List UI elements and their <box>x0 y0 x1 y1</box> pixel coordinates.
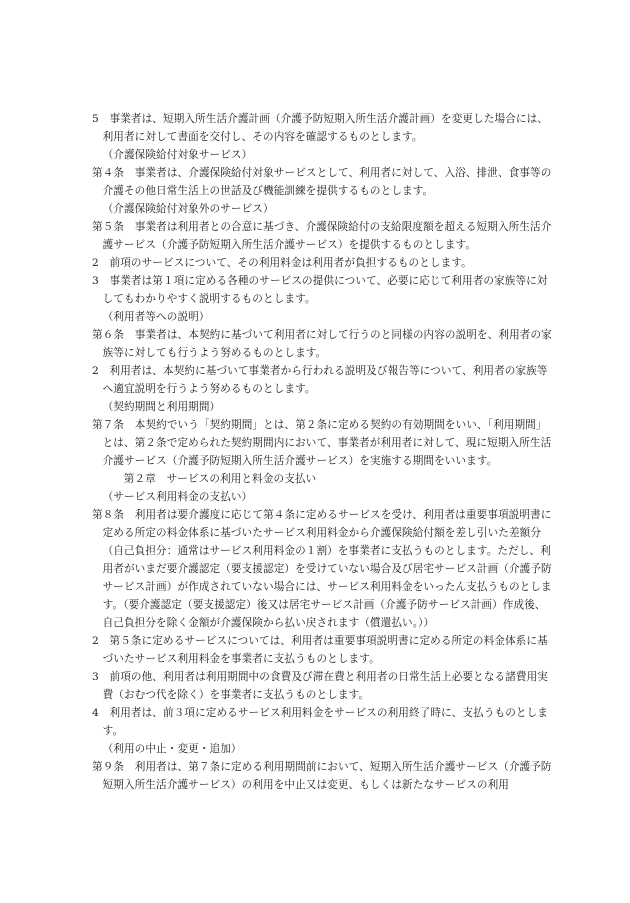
article-paragraph: 第８条 利用者は要介護度に応じて第４条に定めるサービスを受け、利用者は重要事項説明書に定める所定の料金体系に基づいたサービス利用料金から介護保険給付額を差し引いた差額分（自己負担分：通常はサービス利用料金の１割）を事業者に支払うものとします。ただし、利用者がいまだ要介護認定（要支援認定）を受けていない場合及び居宅サービス計画（介護予防サービス計画）が作成されていない場合には、サービス利用料金をいったん支払うものとします。（要介護認定（要支援認定）後又は居宅サービス計画（介護予防サービス計画）作成後、自己負担分を除く金額が介護保険から払い戻されます（償還払い。）） <box>92 509 552 629</box>
document-body <box>92 110 554 794</box>
article-paragraph: 第５条 事業者は利用者との合意に基づき、介護保険給付の支給限度額を超える短期入所生活介護サービス（介護予防短期入所生活介護サービス）を提供するものとします。 <box>92 221 552 251</box>
article-caption: （利用者等への説明） <box>102 311 210 323</box>
clause-paragraph: 3 事業者は第１項に定める各種のサービスの提供について、必要に応じて利用者の家族等に対してもわかりやすく説明するものとします。 <box>92 275 548 305</box>
article-caption: （介護保険給付対象外のサービス） <box>102 203 274 215</box>
clause-paragraph: 2 利用者は、本契約に基づいて事業者から行われる説明及び報告等について、利用者の家族等へ適宜説明を行うよう努めるものとします。 <box>92 365 548 395</box>
clause-paragraph: 2 第５条に定めるサービスについては、利用者は重要事項説明書に定める所定の料金体系に基づいたサービス利用料金を事業者に支払うものとします。 <box>92 635 548 665</box>
article-paragraph: 第９条 利用者は、第７条に定める利用期間前において、短期入所生活介護サービス（介護予防短期入所生活介護サービス）の利用を中止又は変更、もしくは新たなサービスの利用 <box>92 761 552 791</box>
clause-paragraph: 5 事業者は、短期入所生活介護計画（介護予防短期入所生活介護計画）を変更した場合には、利用者に対して書面を交付し、その内容を確認するものとします。 <box>92 113 548 143</box>
article-caption: （契約期間と利用期間） <box>102 401 221 413</box>
article-paragraph: 第４条 事業者は、介護保険給付対象サービスとして、利用者に対して、入浴、排泄、食事等の介護その他日常生活上の世話及び機能訓練を提供するものとします。 <box>92 167 552 197</box>
article-caption: （利用の中止・変更・追加） <box>102 743 242 755</box>
clause-paragraph: 3 前項の他、利用者は利用期間中の食費及び滞在費と利用者の日常生活上必要となる諸費用実費（おむつ代を除く）を事業者に支払うものとします。 <box>92 671 548 701</box>
article-paragraph: 第７条 本契約でいう「契約期間」とは、第２条に定める契約の有効期間をいい、「利用期間」とは、第２条で定められた契約期間内において、事業者が利用者に対して、現に短期入所生活介護サービス（介護予防短期入所生活介護サービス）を実施する期間をいいます。 <box>92 419 552 467</box>
clause-paragraph: 4 利用者は、前３項に定めるサービス利用料金をサービスの利用終了時に、支払うものとします。 <box>92 707 548 737</box>
clause-paragraph: 2 前項のサービスについて、その利用料金は利用者が負担するものとします。 <box>92 257 472 269</box>
article-paragraph: 第６条 事業者は、本契約に基づいて利用者に対して行うのと同様の内容の説明を、利用者の家族等に対しても行うよう努めるものとします。 <box>92 329 552 359</box>
article-caption: （介護保険給付対象サービス） <box>102 149 253 161</box>
article-caption: （サービス利用料金の支払い） <box>102 491 253 503</box>
chapter-title: 第２章 サービスの利用と料金の支払い <box>123 473 317 485</box>
